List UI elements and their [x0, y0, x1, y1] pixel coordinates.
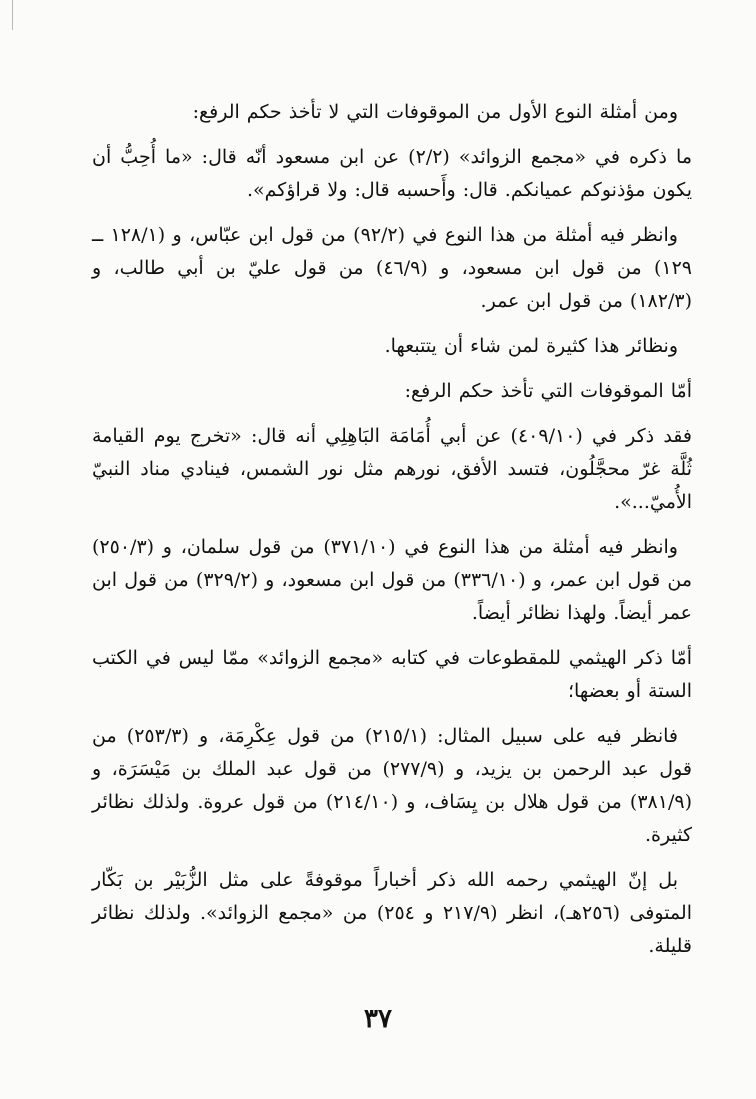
paragraph-2: ما ذكره في «مجمع الزوائد» (٢/٢) عن ابن مسعود أنّه قال: «ما أُحِبُّ أن يكون مؤذنوكم عميانكم. قال: وأَحسبه قال: ولا قراؤكم».	[92, 146, 693, 201]
paragraph-3: وانظر فيه أمثلة من هذا النوع في (٩٢/٢) من قول ابن عبّاس، و (١٢٨/١ ــ ١٢٩) من قول ابن مسعود، و (٤٦/٩) من قول عليّ بن أبي طالب، و (١٨٢/٣) من قول ابن عمر.	[92, 224, 692, 312]
paragraph-4: ونظائر هذا كثيرة لمن شاء أن يتتبعها.	[384, 335, 678, 357]
paragraph-8: أمّا ذكر الهيثمي للمقطوعات في كتابه «مجمع الزوائد» ممّا ليس في الكتب الستة أو بعضها؛	[92, 647, 692, 702]
page-body	[92, 96, 692, 963]
paragraph-7: وانظر فيه أمثلة من هذا النوع في (٣٧١/١٠) من قول سلمان، و (٢٥٠/٣) من قول ابن عمر، و (٣٣٦/١٠) من قول ابن مسعود، و (٣٢٩/٢) من قول ابن عمر أيضاً. ولهذا نظائر أيضاً.	[92, 536, 692, 624]
scan-edge-mark	[12, 0, 13, 30]
paragraph-10: بل إنّ الهيثمي رحمه الله ذكر أخباراً موقوفةً على مثل الزُّبَيْر بن بَكّار المتوفى (٢٥٦هـ)، انظر (٢١٧/٩ و ٢٥٤) من «مجمع الزوائد». ولذلك نظائر قليلة.	[92, 869, 692, 957]
paragraph-9: فانظر فيه على سبيل المثال: (٢١٥/١) من قول عِكْرِمَة، و (٢٥٣/٣) من قول عبد الرحمن بن يزيد، و (٢٧٧/٩) من قول عبد الملك بن مَيْسَرَة، و (٣٨١/٩) من قول هلال بن يِسَاف، و (٢١٤/١٠) من قول عروة. ولذلك نظائر كثيرة.	[92, 725, 693, 846]
paragraph-5: أمّا الموقوفات التي تأخذ حكم الرفع:	[404, 380, 692, 402]
paragraph-6: فقد ذكر في (٤٠٩/١٠) عن أبي أُمَامَة البَاهِلِي أنه قال: «تخرج يوم القيامة ثُلَّة غرّ محجَّلُون، فتسد الأفق، نورهم مثل نور الشمس، فينادي مناد النبيّ الأُميّ...».	[92, 425, 692, 513]
page-number: ٣٧	[364, 1004, 392, 1034]
paragraph-1: ومن أمثلة النوع الأول من الموقوفات التي لا تأخذ حكم الرفع:	[192, 101, 678, 123]
